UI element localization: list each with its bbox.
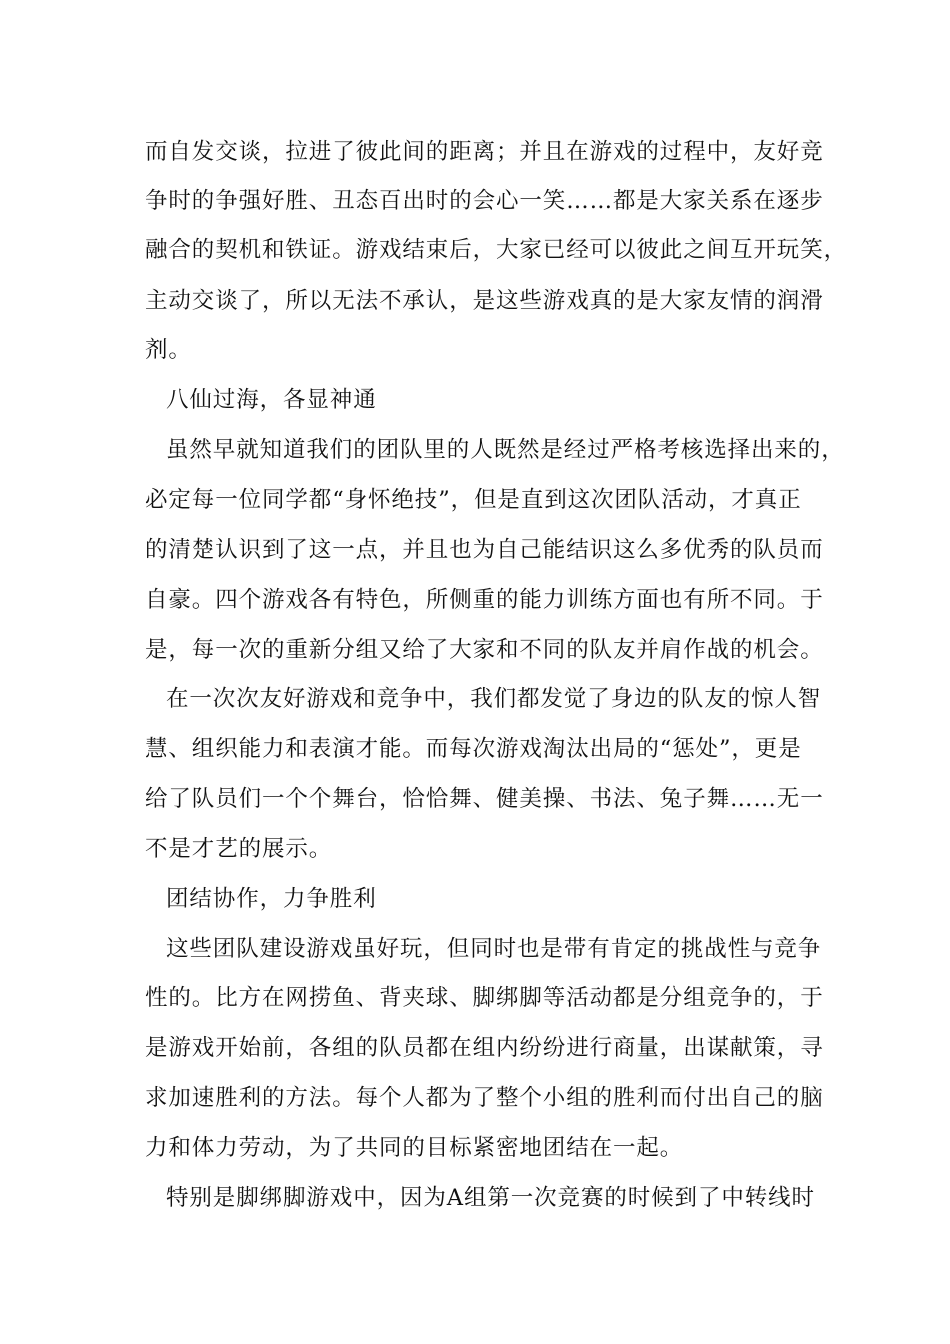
paragraph-line: 特别是脚绑脚游戏中，因为A组第一次竞赛的时候到了中转线时 (166, 1185, 815, 1211)
paragraph-line: 给了队员们一个个舞台，恰恰舞、健美操、书法、兔子舞……无一 (145, 786, 824, 812)
paragraph-line: 这些团队建设游戏虽好玩，但同时也是带有肯定的挑战性与竞争 (166, 936, 822, 962)
paragraph-line: 剂。 (145, 337, 192, 363)
paragraph-line: 虽然早就知道我们的团队里的人既然是经过严格考核选择出来的， (166, 437, 845, 463)
paragraph-line: 而自发交谈，拉进了彼此间的距离；并且在游戏的过程中，友好竞 (145, 139, 824, 165)
paragraph-line: 争时的争强好胜、丑态百出时的会心一笑……都是大家关系在逐步 (145, 188, 824, 214)
paragraph-line: 是游戏开始前，各组的队员都在组内纷纷进行商量，出谋献策，寻 (145, 1035, 824, 1061)
paragraph-line: 求加速胜利的方法。每个人都为了整个小组的胜利而付出自己的脑 (145, 1085, 824, 1111)
section-heading: 团结协作，力争胜利 (166, 886, 377, 912)
paragraph-line: 自豪。四个游戏各有特色，所侧重的能力训练方面也有所不同。于 (145, 587, 824, 613)
section-heading: 八仙过海，各显神通 (166, 387, 377, 413)
paragraph-line: 主动交谈了，所以无法不承认，是这些游戏真的是大家友情的润滑 (145, 288, 824, 314)
paragraph-line: 慧、组织能力和表演才能。而每次游戏淘汰出局的“惩处”，更是 (145, 736, 802, 762)
paragraph-line: 是，每一次的重新分组又给了大家和不同的队友并肩作战的机会。 (145, 637, 824, 663)
paragraph-line: 性的。比方在网捞鱼、背夹球、脚绑脚等活动都是分组竞争的，于 (145, 985, 824, 1011)
paragraph-line: 在一次次友好游戏和竞争中，我们都发觉了身边的队友的惊人智 (166, 686, 822, 712)
paragraph-line: 不是才艺的展示。 (145, 836, 333, 862)
paragraph-line: 融合的契机和铁证。游戏结束后，大家已经可以彼此之间互开玩笑， (145, 237, 848, 263)
paragraph-line: 必定每一位同学都“身怀绝技”，但是直到这次团队活动，才真正 (145, 487, 802, 513)
paragraph-line: 的清楚认识到了这一点，并且也为自己能结识这么多优秀的队员而 (145, 537, 824, 563)
paragraph-line: 力和体力劳动，为了共同的目标紧密地团结在一起。 (145, 1135, 684, 1161)
